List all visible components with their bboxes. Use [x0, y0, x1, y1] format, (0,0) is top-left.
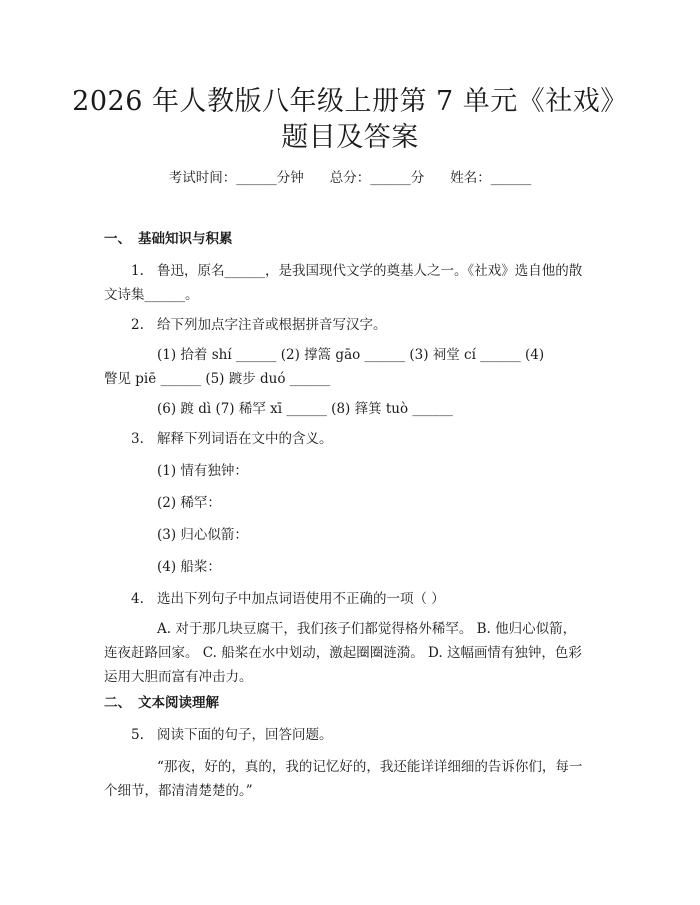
question-3-item: (1) 情有独钟：: [157, 463, 248, 479]
page-title: 2026 年人教版八年级上册第 7 单元《社戏》: [72, 86, 628, 117]
exam-name: 姓名：______: [450, 170, 532, 186]
exam-meta: [0, 168, 700, 188]
exam-score: 总分：______分: [329, 170, 425, 186]
section-heading-2: [104, 692, 219, 714]
section-number: 一、: [104, 231, 131, 247]
question-3-item: (4) 船桨：: [157, 559, 221, 575]
question-5-quote-line-1: “那夜，好的，真的，我的记忆好的，我还能详详细细的告诉你们，每一: [157, 759, 583, 775]
question-1-line-2: 文诗集______。: [104, 287, 199, 303]
question-1-line-1: [131, 260, 582, 282]
question-text: 选出下列句子中加点词语使用不正确的一项（ ）: [157, 591, 445, 607]
question-2-row-3: (6) 踱 dì (7) 稀罕 xī ______ (8) 箨箕 tuò ______: [157, 401, 453, 417]
question-number: 1.: [131, 263, 144, 279]
question-2-row-2: 瞥见 piē ______ (5) 踱步 duó ______: [104, 371, 331, 387]
exam-time: 考试时间：______分钟: [168, 170, 304, 186]
question-3: [131, 428, 333, 450]
question-number: 4.: [131, 591, 144, 607]
question-5: [131, 724, 333, 746]
section-title: 基础知识与积累: [138, 231, 233, 247]
question-2: [131, 314, 387, 336]
question-4: [131, 588, 445, 610]
question-5-quote-line-2: 个细节，都清清楚楚的。”: [104, 783, 253, 799]
page-subtitle: 题目及答案: [281, 122, 419, 153]
question-number: 2.: [131, 317, 144, 333]
question-text: 解释下列词语在文中的含义。: [157, 431, 333, 447]
question-4-options-line-1: A. 对于那几块豆腐干，我们孩子们都觉得格外稀罕。 B. 他归心似箭，: [157, 621, 577, 637]
question-number: 3.: [131, 431, 144, 447]
question-text: 给下列加点字注音或根据拼音写汉字。: [157, 317, 387, 333]
question-2-row-1: (1) 拾着 shí ______ (2) 撑篙 gāo ______ (3) 祠堂 cí ______ (4): [157, 347, 545, 363]
question-3-item: (3) 归心似箭：: [157, 527, 248, 543]
question-3-item: (2) 稀罕：: [157, 495, 221, 511]
question-number: 5.: [131, 727, 144, 743]
section-heading-1: [104, 228, 233, 250]
question-4-options-line-2: 连夜赶路回家。 C. 船桨在水中划动，激起圈圈涟漪。 D. 这幅画情有独钟，色彩: [104, 645, 582, 661]
question-4-options-line-3: 运用大胆而富有冲击力。: [104, 669, 253, 685]
section-number: 二、: [104, 695, 131, 711]
question-text: 阅读下面的句子，回答问题。: [157, 727, 333, 743]
question-text: 鲁迅，原名______，是我国现代文学的奠基人之一。《社戏》选自他的散: [157, 263, 583, 279]
section-title: 文本阅读理解: [138, 695, 219, 711]
